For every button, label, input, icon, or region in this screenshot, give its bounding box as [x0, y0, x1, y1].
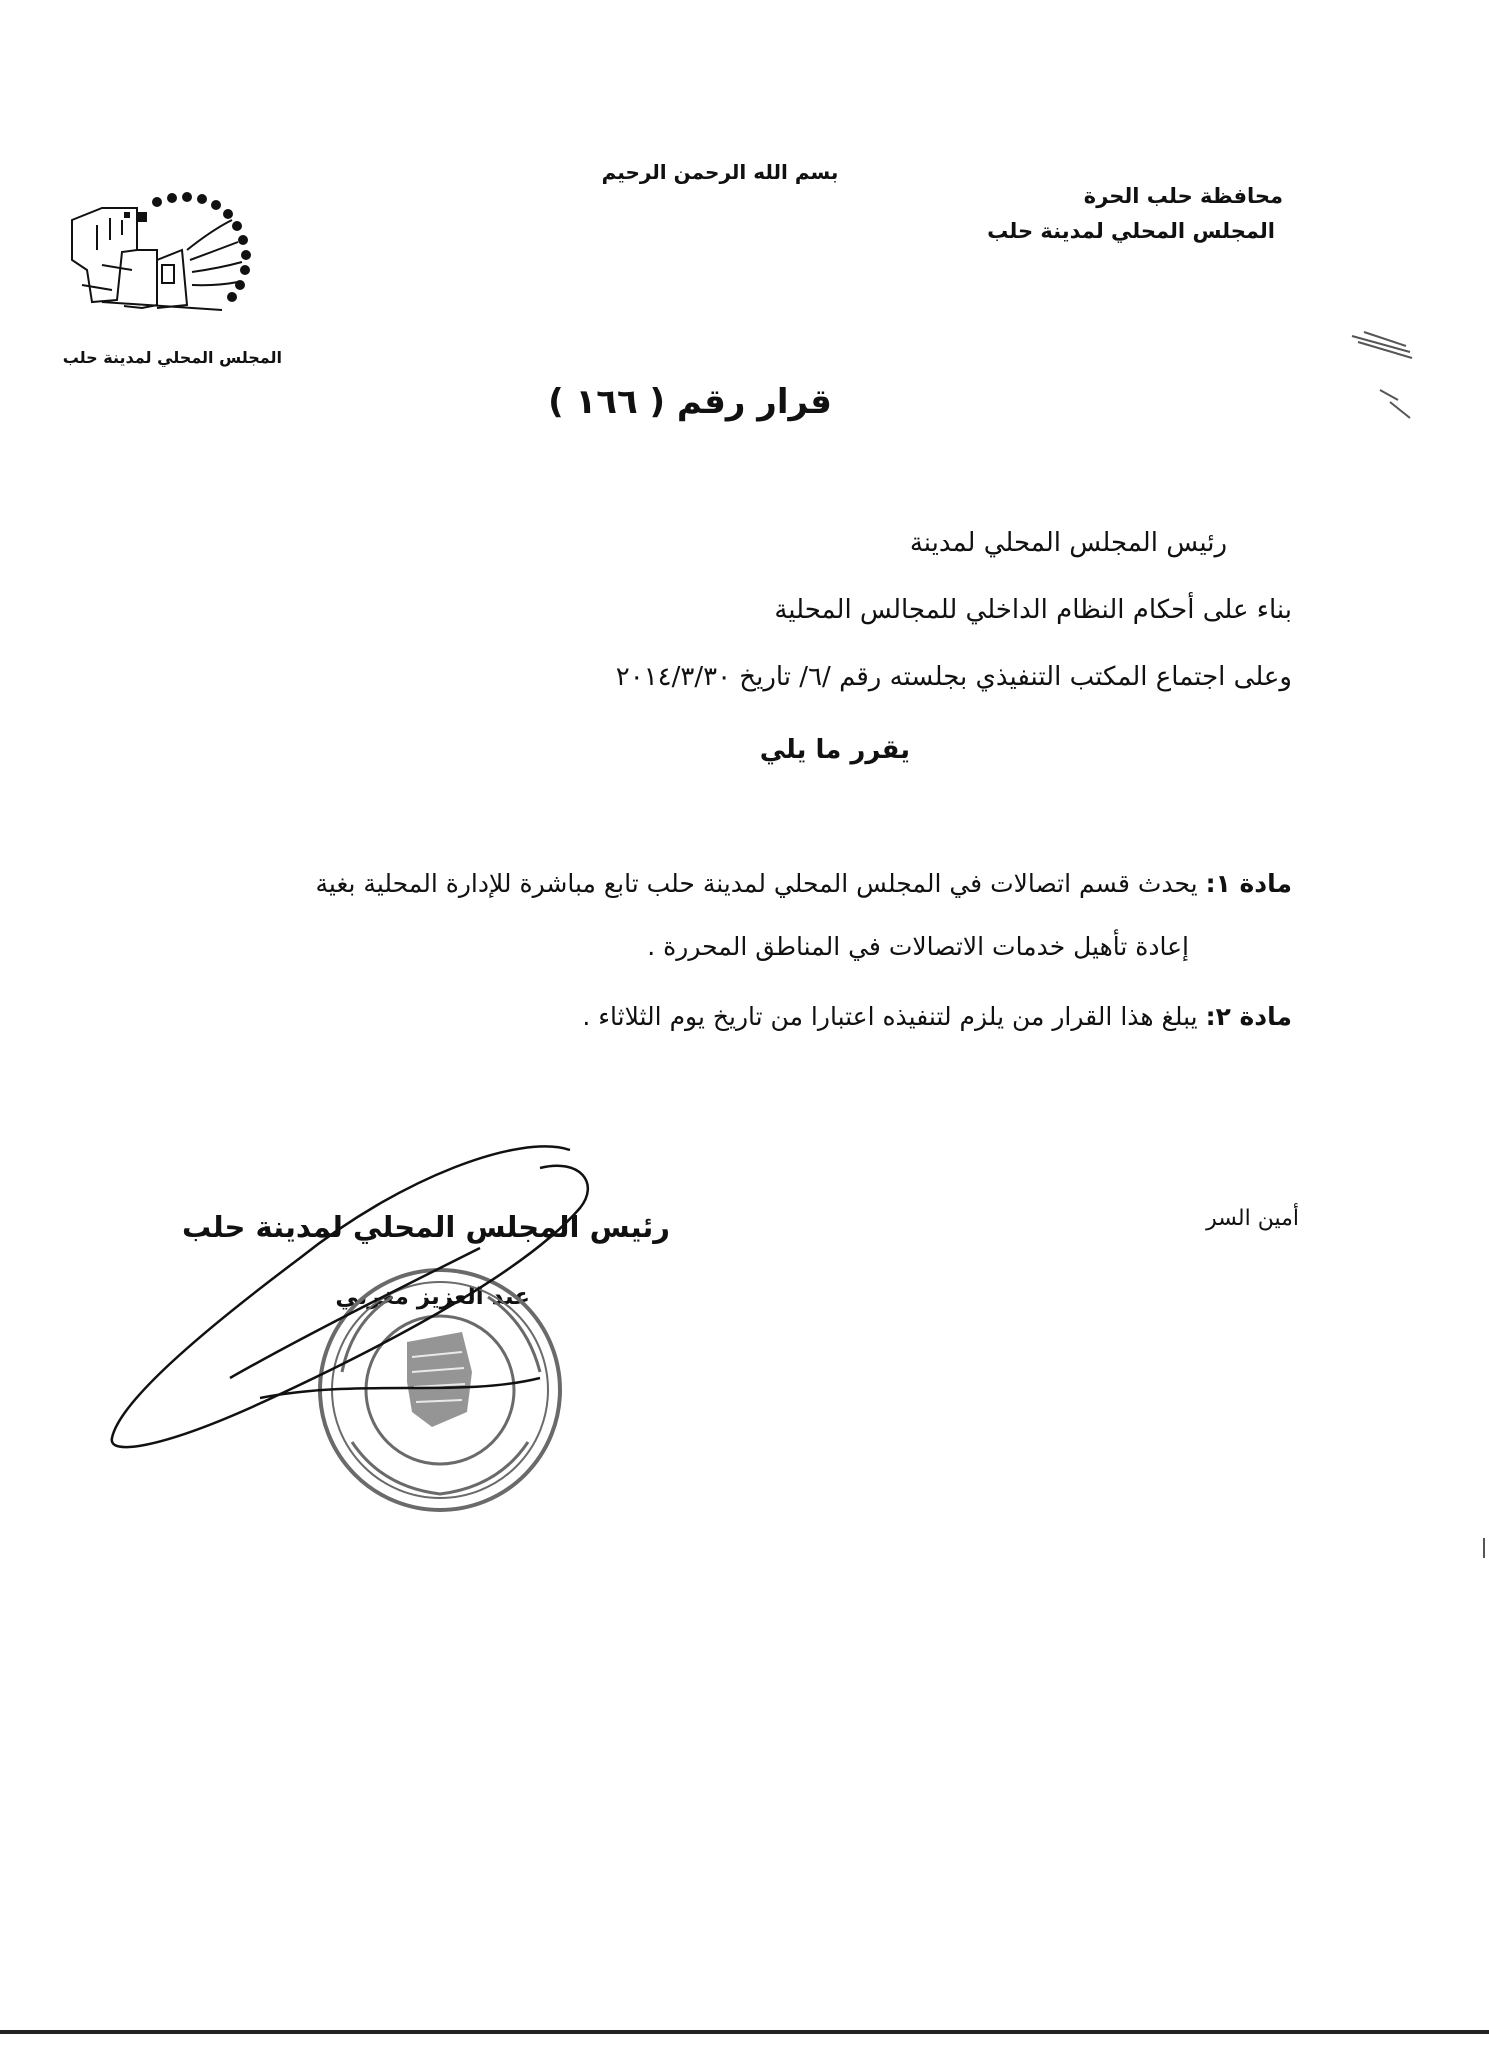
- article-2-label: مادة ٢:: [1205, 1002, 1292, 1031]
- president-name: عبد العزيز مغربي: [335, 1284, 530, 1310]
- article-1-continuation: إعادة تأهيل خدمات الاتصالات في المناطق المحررة .: [647, 932, 1189, 961]
- page-right-edge-mark: [1483, 1538, 1485, 1558]
- article-2: [582, 1002, 1292, 1031]
- article-1: [192, 862, 1292, 906]
- authority-line-2: المجلس المحلي لمدينة حلب: [987, 219, 1275, 243]
- article-2-text: يبلغ هذا القرار من يلزم لتنفيذه اعتبارا من تاريخ يوم الثلاثاء .: [582, 1002, 1198, 1031]
- body-line-2: بناء على أحكام النظام الداخلي للمجالس المحلية: [774, 595, 1292, 625]
- logo-caption: المجلس المحلي لمدينة حلب: [62, 348, 282, 367]
- page-bottom-edge: [0, 2030, 1489, 2034]
- secretary-label: أمين السر: [1206, 1206, 1299, 1231]
- body-line-3: وعلى اجتماع المكتب التنفيذي بجلسته رقم /٦/ تاريخ ٢٠١٤/٣/٣٠: [615, 662, 1292, 692]
- handwritten-signature: [100, 1138, 600, 1458]
- authority-line-1: محافظة حلب الحرة: [1083, 184, 1283, 208]
- basmala: بسم الله الرحمن الرحيم: [601, 160, 839, 184]
- body-line-1: رئيس المجلس المحلي لمدينة: [909, 528, 1227, 558]
- article-1-label: مادة ١:: [1205, 869, 1292, 898]
- article-1-text: يحدث قسم اتصالات في المجلس المحلي لمدينة حلب تابع مباشرة للإدارة المحلية بغية: [315, 869, 1198, 898]
- citadel-emblem-icon: [62, 190, 272, 320]
- decides-heading: يقرر ما يلي: [759, 735, 910, 765]
- scan-noise-mark: [1350, 330, 1460, 420]
- decision-title: قرار رقم ( ١٦٦ ): [548, 382, 832, 422]
- president-title: رئيس المجلس المحلي لمدينة حلب: [182, 1210, 670, 1244]
